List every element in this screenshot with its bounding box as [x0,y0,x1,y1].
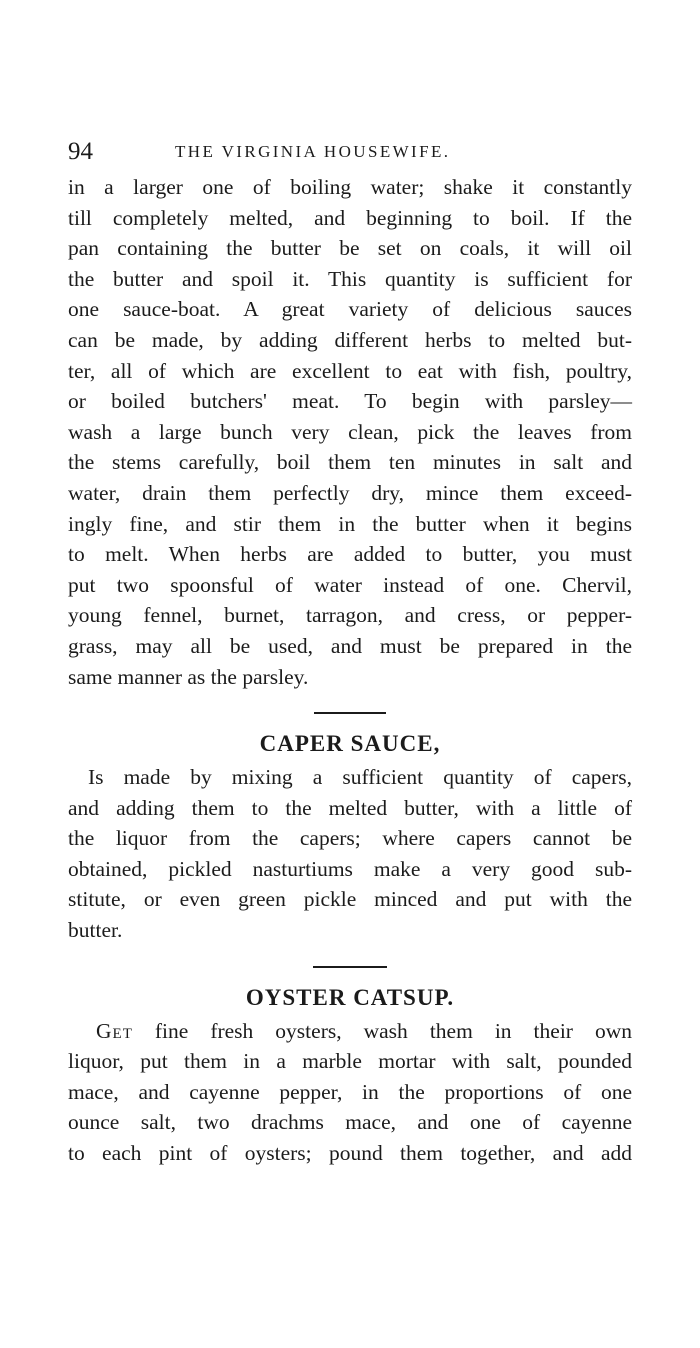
text-line: stitute, or even green pickle minced and put with the [68,887,632,912]
text-line: liquor, put them in a marble mortar with salt, pounded [68,1049,632,1074]
text-line: ounce salt, two drachms mace, and one of cayenne [68,1110,632,1135]
text-line: the butter and spoil it. This quantity is sufficient for [68,266,632,291]
text-line: wash a large bunch very clean, pick the leaves from [68,419,632,444]
text-line: till completely melted, and beginning to boil. If the [68,205,632,230]
caper-sauce-paragraph [68,762,632,946]
page-number: 94 [68,138,93,165]
text-line: in a larger one of boiling water; shake it constantly [68,175,632,199]
text-line: ingly fine, and stir them in the butter when it begins [68,511,632,536]
oyster-catsup-heading: OYSTER CATSUP. [245,984,455,1010]
text-line: or boiled butchers' meat. To begin with parsley— [68,389,632,414]
running-title: THE VIRGINIA HOUSEWIFE. [175,142,451,161]
text-line: the stems carefully, boil them ten minutes in salt and [68,450,632,475]
text-line: to each pint of oysters; pound them together, and add [68,1141,632,1166]
text-line: Is made by mixing a sufficient quantity of capers, [88,765,632,790]
book-page [68,138,632,1169]
text-line [68,1016,632,1047]
first-line-text: fine fresh oysters, wash them in their own [132,1018,632,1043]
text-line: same manner as the parsley. [68,664,309,689]
text-line: put two spoonsful of water instead of one. Chervil, [68,572,632,597]
text-line: to melt. When herbs are added to butter, you must [68,542,632,567]
caper-sauce-heading: CAPER SAUCE, [259,731,441,757]
text-line: obtained, pickled nasturtiums make a very good sub- [68,856,632,881]
oyster-catsup-paragraph [68,1016,632,1169]
text-line: pan containing the butter be set on coals, it will oil [68,236,632,261]
text-line: mace, and cayenne pepper, in the proportions of one [68,1079,632,1104]
text-line: grass, may all be used, and must be prepared in the [68,633,632,658]
text-line: butter. [68,918,123,943]
text-line: ter, all of which are excellent to eat with fish, poultry, [68,358,632,383]
text-line: and adding them to the melted butter, with a little of [68,795,632,820]
text-line: one sauce-boat. A great variety of delicious sauces [68,297,632,322]
section-divider [313,966,387,968]
text-line: can be made, by adding different herbs to melted but- [68,327,632,352]
drop-word: Get [96,1018,133,1043]
running-head [68,138,632,172]
text-line: the liquor from the capers; where capers cannot be [68,826,632,851]
text-line: water, drain them perfectly dry, mince them exceed- [68,480,632,505]
parsley-sauce-paragraph [68,172,632,692]
text-line: young fennel, burnet, tarragon, and cress, or pepper- [68,603,632,628]
section-divider [314,712,386,714]
